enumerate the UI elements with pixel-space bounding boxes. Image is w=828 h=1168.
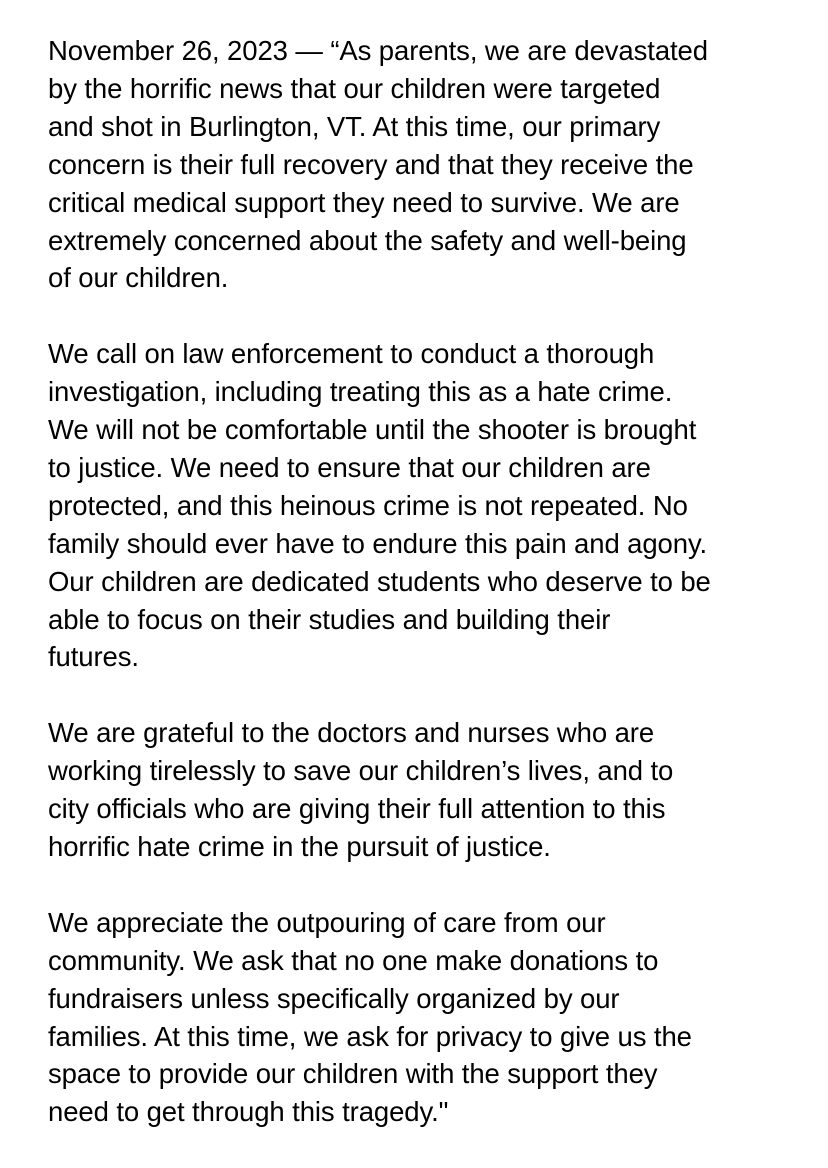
text-line: critical medical support they need to survive. We are	[48, 186, 680, 218]
text-line: investigation, including treating this as a hate crime.	[48, 376, 673, 408]
text-line: by the horrific news that our children were targeted	[48, 72, 661, 104]
text-line: working tirelessly to save our children’s lives, and to	[48, 755, 674, 787]
paragraph-4	[48, 904, 808, 1131]
text-line: need to get through this tragedy."	[48, 1096, 449, 1128]
text-line: horrific hate crime in the pursuit of justice.	[48, 831, 551, 862]
text-line: family should ever have to endure this pain and agony.	[48, 527, 708, 559]
text-line: able to focus on their studies and building their	[48, 603, 611, 635]
text-line: space to provide our children with the support they	[48, 1058, 658, 1090]
paragraph-2	[48, 335, 808, 676]
statement-document	[48, 32, 808, 1131]
text-line: families. At this time, we ask for privacy to give us the	[48, 1020, 692, 1052]
text-line: to justice. We need to ensure that our children are	[48, 451, 651, 483]
text-line: concern is their full recovery and that they receive the	[48, 148, 694, 180]
paragraph-3	[48, 714, 808, 866]
text-line: and shot in Burlington, VT. At this time, our primary	[48, 110, 661, 142]
text-line: November 26, 2023 — “As parents, we are devastated	[48, 35, 708, 66]
text-line: We are grateful to the doctors and nurses who are	[48, 717, 655, 749]
text-line: of our children.	[48, 262, 229, 294]
text-line: We call on law enforcement to conduct a thorough	[48, 338, 655, 370]
text-line: extremely concerned about the safety and well-being	[48, 224, 687, 256]
text-line: fundraisers unless specifically organized by our	[48, 982, 620, 1014]
paragraph-1	[48, 32, 808, 297]
text-line: futures.	[48, 641, 139, 673]
text-line: city officials who are giving their full attention to this	[48, 793, 666, 825]
text-line: We will not be comfortable until the shooter is brought	[48, 414, 697, 446]
text-line: protected, and this heinous crime is not repeated. No	[48, 489, 688, 521]
text-line: Our children are dedicated students who deserve to be	[48, 565, 711, 597]
text-line: We appreciate the outpouring of care from our	[48, 906, 606, 938]
text-line: community. We ask that no one make donations to	[48, 944, 659, 976]
